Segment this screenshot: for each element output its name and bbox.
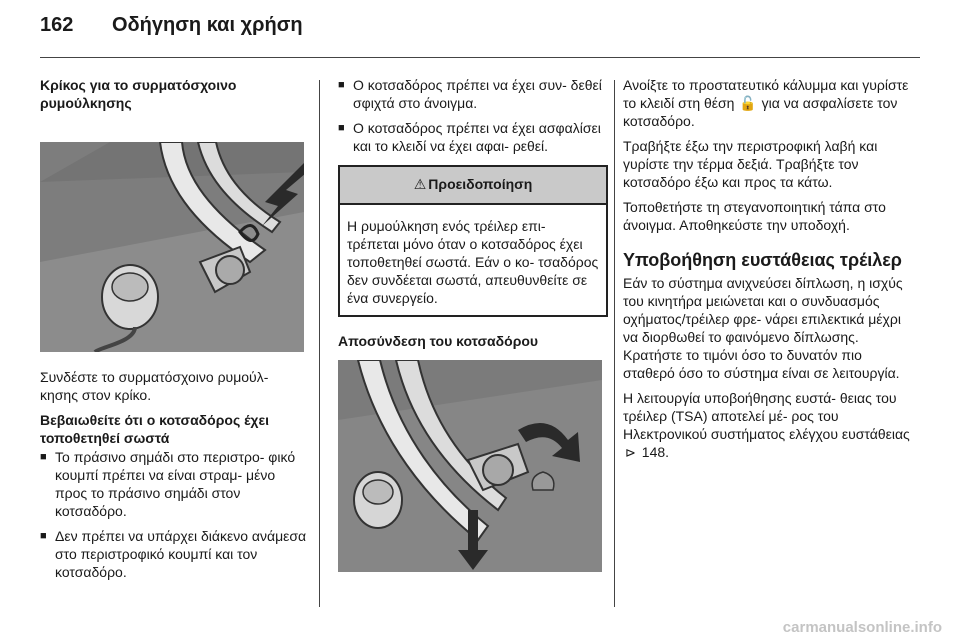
column-right [623, 76, 913, 462]
warning-text: Η ρυμούλκηση ενός τρέιλερ επι- τρέπεται μόνο όταν ο κοτσαδόρος έχει τοποθετηθεί σωστά. Εάν ο κο- τσαδόρος δεν συνδέεται σωστά, απευθυνθείτε σε ένα συνεργείο. [347, 218, 599, 306]
hitch-requirements-bullet-list [338, 76, 608, 155]
detach-hitch-figure [338, 360, 602, 572]
list-item: ■ Ο κοτσαδόρος πρέπει να έχει συν- δεθεί σφιχτά στο άνοιγμα. [338, 76, 608, 112]
tsa-text-b: 148. [641, 444, 670, 460]
list-item: ■ Ο κοτσαδόρος πρέπει να έχει ασφαλίσει και το κλειδί να έχει αφαι- ρεθεί. [338, 119, 608, 155]
list-item: ■ Το πράσινο σημάδι στο περιστρο- φικό κουμπί πρέπει να είναι στραμ- μένο προς το πράσινο σημάδι στον κοτσαδόρο. [40, 448, 308, 520]
column-middle [338, 76, 608, 572]
warning-title: Προειδοποίηση [428, 176, 533, 192]
page-title: Οδήγηση και χρήση [112, 14, 303, 36]
warning-box [338, 165, 608, 317]
unlock-paragraph [623, 76, 913, 130]
check-hitch-bullet-list [40, 448, 308, 581]
warning-header [340, 167, 606, 205]
detach-hitch-heading: Αποσύνδεση του κοτσαδόρου [338, 333, 539, 349]
towing-eye-figure [40, 142, 304, 352]
tsa-paragraph [623, 389, 913, 462]
towing-eye-paragraph: Συνδέστε το συρματόσχοινο ρυμούλ- κησης στον κρίκο. [40, 369, 269, 403]
check-hitch-subheading: Βεβαιωθείτε ότι ο κοτσαδόρος έχει τοποθετηθεί σωστά [40, 412, 270, 446]
unlocked-key-icon: 🔓 [739, 95, 757, 111]
tsa-text-a: Η λειτουργία υποβοήθησης ευστά- θειας του τρέιλερ (TSA) αποτελεί μέ- ρος του Ηλεκτρονικού συστήματος ελέγχου ευστάθειας [623, 390, 910, 442]
page-reference-icon: ⊳ [625, 445, 636, 460]
trailer-stability-heading: Υποβοήθηση ευστάθειας τρέιλερ [623, 250, 902, 270]
top-rule [40, 57, 920, 58]
page-number: 162 [40, 14, 74, 36]
warning-icon: ⚠ [413, 176, 427, 192]
column-left [40, 76, 308, 581]
column-divider-1 [319, 80, 320, 607]
unlock-text-b: για να ασφαλίσετε τον κοτσαδόρο. [623, 95, 898, 129]
column-divider-2 [614, 80, 615, 607]
watermark: carmanualsonline.info [782, 619, 942, 636]
rotary-knob-paragraph: Τραβήξτε έξω την περιστροφική λαβή και γυρίστε την τέρμα δεξιά. Τραβήξτε τον κοτσαδόρο έξω και προς τα κάτω. [623, 138, 878, 190]
sealing-cap-paragraph: Τοποθετήστε τη στεγανοποιητική τάπα στο άνοιγμα. Αποθηκεύστε την υποδοχή. [623, 199, 886, 233]
unlock-text-a: Ανοίξτε το προστατευτικό κάλυμμα και γυρίστε το κλειδί στη θέση [623, 77, 909, 111]
list-item: ■ Δεν πρέπει να υπάρχει διάκενο ανάμεσα στο περιστροφικό κουμπί και τον κοτσαδόρο. [40, 527, 308, 581]
towing-eye-heading: Κρίκος για το συρματόσχοινο ρυμούλκησης [40, 77, 237, 111]
trailer-stability-paragraph: Εάν το σύστημα ανιχνεύσει δίπλωση, η ισχύς του κινητήρα μειώνεται και ο συνδυασμός οχήματος/τρέιλερ φρε- νάρει επιλεκτικά μέχρι να διορθωθεί το φαινόμενο δίπλωσης. Κρατήστε το τιμόνι όσο το δυνατόν πιο σταθερό όσο το σύστημα είναι σε λειτουργία. [623, 275, 903, 381]
